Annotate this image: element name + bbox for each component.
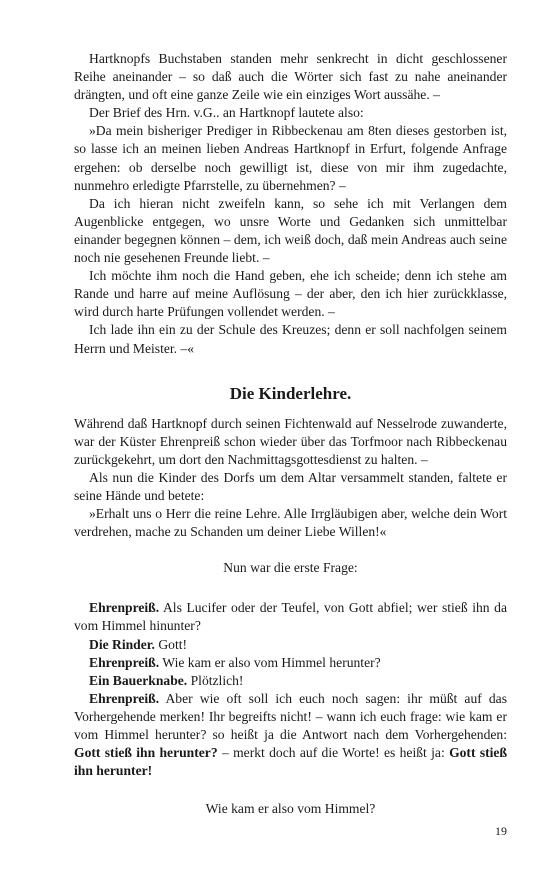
bold-answer: Gott stieß ihn herunter? — [74, 745, 218, 761]
dialogue-turn — [74, 690, 507, 780]
dialogue-text: Wie kam er also vom Himmel herunter? — [159, 654, 381, 670]
dialogue-turn — [74, 654, 507, 672]
letter-paragraph: »Da mein bisheriger Prediger in Ribbeckenau am 8ten dieses gestorben ist, so lasse ich an meinen lieben Andreas Hartknopf in Erfurt, folgende Anfrage ergehen: ob derselbe noch gewilligt ist, diese von mir ihm zugedachte, nunmehro erledigte Pfarrstelle, zu übernehmen? – — [74, 123, 507, 193]
speaker-name: Die Rinder. — [89, 636, 155, 652]
letter-paragraph: Hartknopfs Buchstaben standen mehr senkrecht in dicht geschlossener Reihe aneinander – so daß auch die Wörter sich fast zu nahe aneinander drängten, und oft eine ganze Zeile wie ein einziges Wort aussähe. – — [74, 51, 507, 103]
chapter-heading: Die Kinderlehre. — [229, 383, 352, 403]
dialogue-text: Als Lucifer oder der Teufel, von Gott abfiel; wer stieß ihn da vom Himmel hinunter? — [74, 600, 507, 634]
first-question-line: Nun war die erste Frage: — [223, 560, 358, 576]
closing-question-line: Wie kam er also vom Himmel? — [205, 801, 376, 817]
dialogue-text: Plötzlich! — [187, 672, 244, 688]
dialogue-text: Aber wie oft soll ich euch noch sagen: ihr müßt auf das Vorhergehende merken! Ihr begreifts nicht! – wann ich euch frage: wie kam er vom Himmel herunter? so heißt ja die Antwort nach dem Vorhergehenden: — [74, 690, 507, 742]
letter-paragraph: Da ich hieran nicht zweifeln kann, so sehe ich mit Verlangen dem Augenblicke entgegen, wo unsre Worte und Gedanken sich unmittelbar einander begegnen können – dem, ich weiß doch, daß mein Andreas auch seine noch nie gesehenen Freunde liebt. – — [74, 195, 507, 266]
speaker-name: Ehrenpreiß. — [89, 654, 160, 670]
letter-paragraph: Ich möchte ihm noch die Hand geben, ehe ich scheide; denn ich stehe am Rande und harre auf meine Auflösung – der aber, den ich hier zurückklasse, wird durch harte Prüfungen vollendet werden. – — [74, 268, 507, 320]
page-body — [74, 50, 507, 818]
lesson-paragraph: Als nun die Kinder des Dorfs um dem Altar versammelt standen, faltete er seine Hände und betete: — [74, 469, 507, 503]
dialogue-turn — [74, 672, 507, 690]
lesson-paragraph: »Erhalt uns o Herr die reine Lehre. Alle Irrgläubigen aber, welche dein Wort verdrehen, mache zu Schanden um deiner Liebe Willen!« — [74, 506, 507, 540]
dialogue-turn — [74, 636, 507, 654]
page-number: 19 — [495, 824, 507, 838]
letter-paragraph: Der Brief des Hrn. v.G.. an Hartknopf lautete also: — [89, 105, 364, 121]
dialogue-text: – merkt doch auf die Worte! es heißt ja: — [217, 745, 450, 761]
lesson-paragraph: Während daß Hartknopf durch seinen Fichtenwald auf Nesselrode zuwanderte, war der Küster Ehrenpreiß schon wieder über das Torfmoor nach Ribbeckenau zurückgekehrt, um dort den Nachmittagsgottesdienst zu halten. – — [74, 415, 507, 467]
speaker-name: Ehrenpreiß. — [89, 690, 160, 706]
dialogue-text: Gott! — [154, 636, 188, 652]
letter-paragraph: Ich lade ihn ein zu der Schule des Kreuzes; denn er soll nachfolgen seinem Herrn und Meister. –« — [74, 322, 507, 356]
speaker-name: Ehrenpreiß. — [89, 600, 160, 616]
speaker-name: Ein Bauerknabe. — [89, 672, 188, 688]
bold-answer: Gott stieß ihn herunter! — [74, 745, 508, 779]
dialogue-turn — [74, 599, 507, 635]
